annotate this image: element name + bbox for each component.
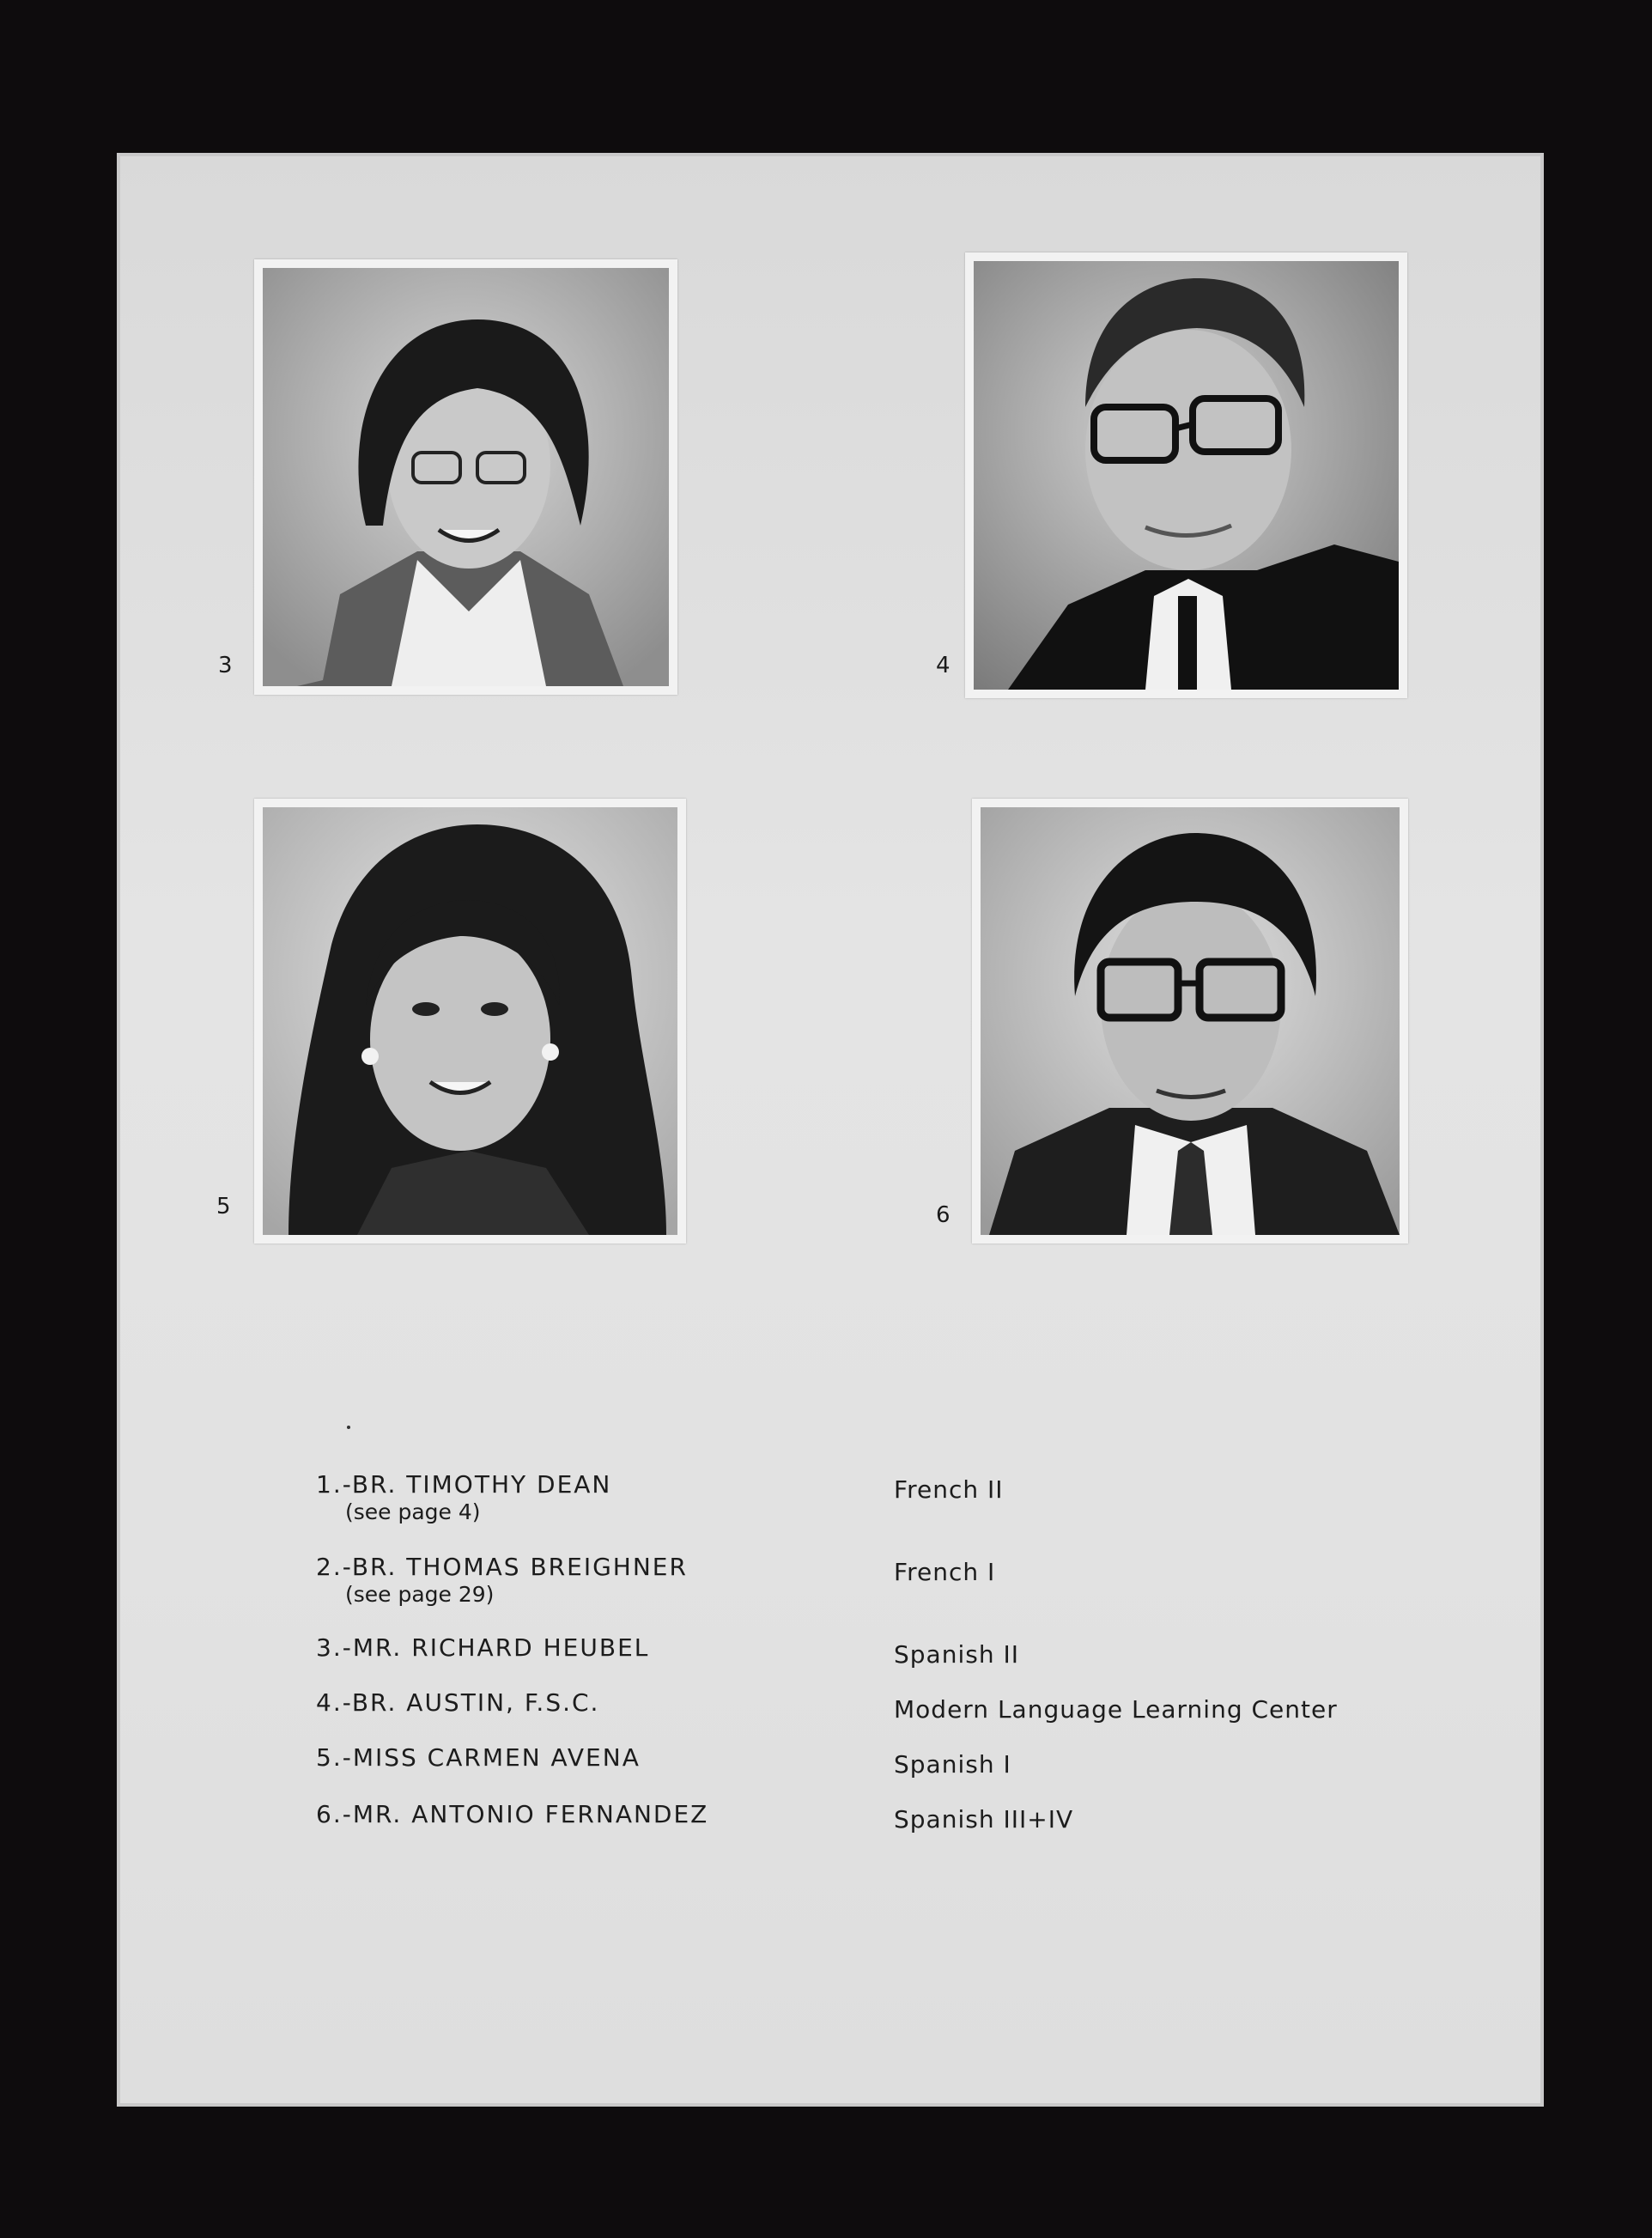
yearbook-page: [117, 153, 1544, 2107]
faculty-name-6: 6.-MR. ANTONIO FERNANDEZ: [316, 1800, 709, 1828]
photo-number-6: 6: [936, 1202, 951, 1228]
faculty-name-3: 3.-MR. RICHARD HEUBEL: [316, 1633, 650, 1662]
faculty-name-4: 4.-BR. AUSTIN, F.S.C.: [316, 1688, 600, 1717]
faculty-name-1: 1.-BR. TIMOTHY DEAN: [316, 1470, 612, 1499]
photo-number-4: 4: [936, 653, 951, 678]
photo-number-3: 3: [218, 653, 233, 678]
faculty-subject-1: French II: [894, 1475, 1004, 1504]
portrait-image: [263, 807, 677, 1235]
print-speck: [347, 1426, 350, 1429]
faculty-name-5: 5.-MISS CARMEN AVENA: [316, 1743, 641, 1772]
faculty-subject-6: Spanish III+IV: [894, 1805, 1074, 1834]
faculty-note-2: (see page 29): [345, 1582, 495, 1607]
portrait-image: [981, 807, 1400, 1235]
faculty-name-2: 2.-BR. THOMAS BREIGHNER: [316, 1553, 688, 1581]
portrait-photo-6: [972, 799, 1408, 1244]
faculty-subject-4: Modern Language Learning Center: [894, 1695, 1338, 1724]
faculty-subject-2: French I: [894, 1558, 996, 1586]
faculty-note-1: (see page 4): [345, 1499, 481, 1524]
portrait-photo-5: [254, 799, 686, 1244]
portrait-image: [263, 268, 669, 686]
portrait-photo-4: [965, 252, 1407, 698]
portrait-photo-3: [254, 259, 677, 695]
portrait-image: [974, 261, 1399, 690]
faculty-subject-5: Spanish I: [894, 1750, 1011, 1779]
photo-number-5: 5: [216, 1194, 231, 1219]
faculty-subject-3: Spanish II: [894, 1640, 1019, 1669]
